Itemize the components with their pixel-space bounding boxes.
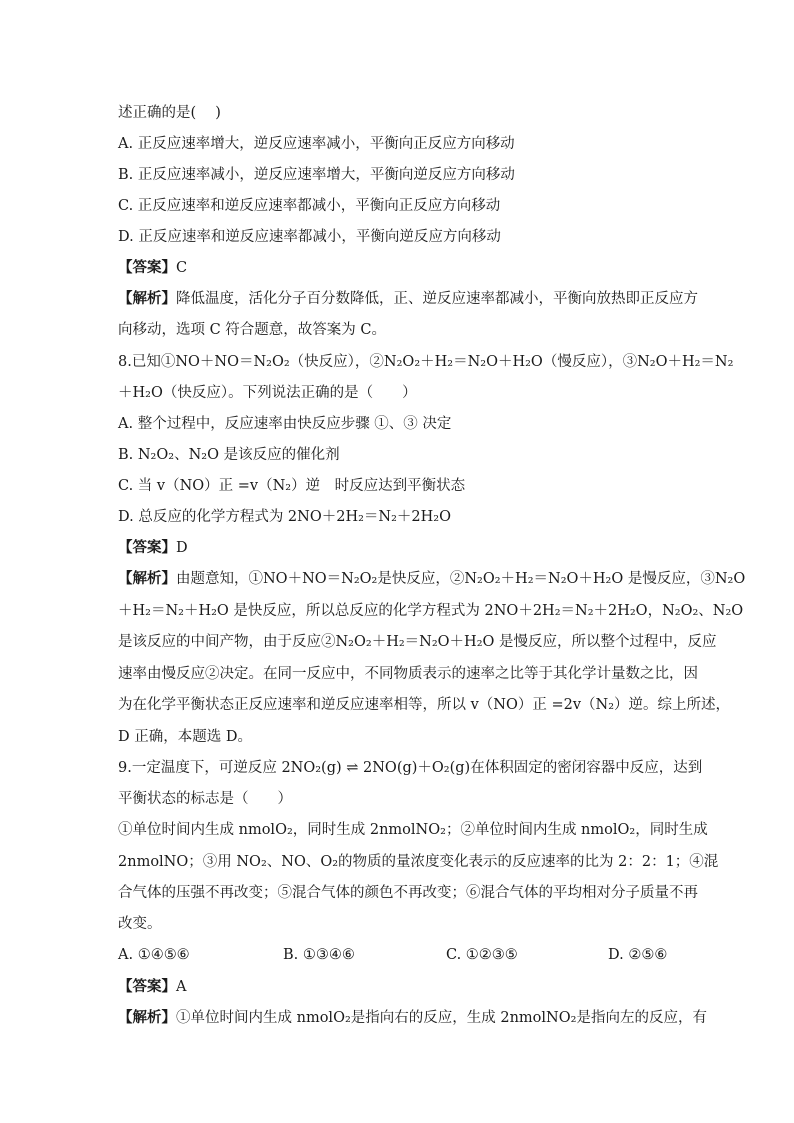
q8-option-a: A. 整个过程中，反应速率由快反应步骤 ①、③ 决定 [118, 416, 452, 432]
analysis-label: 【解析】 [118, 570, 176, 587]
answer-value: A [176, 979, 187, 995]
q8-analysis-line-1 [118, 569, 745, 589]
q9-option-d: D. ②⑤⑥ [608, 947, 668, 963]
answer-label: 【答案】 [118, 978, 176, 995]
analysis-label: 【解析】 [118, 290, 176, 307]
q8-option-c: C. 当 v（NO）正 =v（N₂）逆 时反应达到平衡状态 [118, 478, 466, 494]
q7-option-d: D. 正反应速率和逆反应速率都减小，平衡向逆反应方向移动 [118, 229, 501, 245]
q8-analysis-line-5: 为在化学平衡状态正反应速率和逆反应速率相等，所以 v（NO）正 =2v（N₂）逆。综上所述， [118, 697, 731, 713]
q9-option-c: C. ①②③⑤ [446, 947, 518, 963]
answer-label: 【答案】 [118, 259, 176, 276]
q8-option-b: B. N₂O₂、N₂O 是该反应的催化剂 [118, 447, 340, 463]
q8-answer [118, 538, 188, 558]
q9-stem-line-6: 改变。 [118, 916, 162, 932]
q8-stem-line-1: 8.已知①NO＋NO＝N₂O₂（快反应），②N₂O₂＋H₂＝N₂O＋H₂O（慢反应），③N₂O＋H₂＝N₂ [118, 354, 734, 370]
q8-option-d: D. 总反应的化学方程式为 2NO＋2H₂＝N₂＋2H₂O [118, 509, 451, 525]
q8-analysis-line-2: ＋H₂＝N₂＋H₂O 是快反应，所以总反应的化学方程式为 2NO＋2H₂＝N₂＋2H₂O，N₂O₂、N₂O [118, 603, 744, 619]
answer-label: 【答案】 [118, 539, 176, 556]
q7-option-b: B. 正反应速率减小，逆反应速率增大，平衡向逆反应方向移动 [118, 167, 515, 183]
analysis-label: 【解析】 [118, 1009, 176, 1026]
q9-option-a: A. ①④⑤⑥ [118, 947, 190, 963]
q9-stem-line-4: 2nmolNO；③用 NO₂、NO、O₂的物质的量浓度变化表示的反应速率的比为 2：2：1；④混 [118, 854, 719, 870]
q9-option-b: B. ①③④⑥ [283, 947, 355, 963]
q7-option-a: A. 正反应速率增大，逆反应速率减小，平衡向正反应方向移动 [118, 136, 515, 152]
q9-stem-line-2: 平衡状态的标志是（ ） [118, 791, 292, 807]
q9-stem-line-1: 9.一定温度下，可逆反应 2NO₂(g) ⇌ 2NO(g)＋O₂(g)在体积固定的密闭容器中反应，达到 [118, 760, 703, 776]
analysis-text: 降低温度，活化分子百分数降低，正、逆反应速率都减小，平衡向放热即正反应方 [176, 291, 698, 307]
q7-analysis-line-2: 向移动，选项 C 符合题意，故答案为 C。 [118, 322, 387, 338]
q8-analysis-line-4: 速率由慢反应②决定。在同一反应中，不同物质表示的速率之比等于其化学计量数之比，因 [118, 666, 698, 682]
q7-analysis-line-1 [118, 289, 698, 309]
q7-answer [118, 258, 187, 278]
q8-analysis-line-6: D 正确，本题选 D。 [118, 729, 252, 745]
q8-analysis-line-3: 是该反应的中间产物，由于反应②N₂O₂＋H₂＝N₂O＋H₂O 是慢反应，所以整个过程中，反应 [118, 634, 717, 650]
q9-stem-line-5: 合气体的压强不再改变；⑤混合气体的颜色不再改变；⑥混合气体的平均相对分子质量不再 [118, 885, 698, 901]
analysis-text: ①单位时间内生成 nmolO₂是指向右的反应，生成 2nmolNO₂是指向左的反应，有 [176, 1010, 707, 1026]
q9-stem-line-3: ①单位时间内生成 nmolO₂，同时生成 2nmolNO₂；②单位时间内生成 nmolO₂，同时生成 [118, 822, 708, 838]
q7-option-c: C. 正反应速率和逆反应速率都减小，平衡向正反应方向移动 [118, 198, 501, 214]
answer-value: C [176, 260, 188, 276]
q7-stem: 述正确的是( ) [118, 105, 221, 121]
q9-answer [118, 977, 186, 997]
q9-analysis-line-1 [118, 1008, 707, 1028]
analysis-text: 由题意知，①NO＋NO＝N₂O₂是快反应，②N₂O₂＋H₂＝N₂O＋H₂O 是慢反应，③N₂O [176, 571, 746, 587]
q8-stem-line-2: ＋H₂O（快反应）。下列说法正确的是（ ） [118, 385, 417, 401]
answer-value: D [176, 540, 188, 556]
